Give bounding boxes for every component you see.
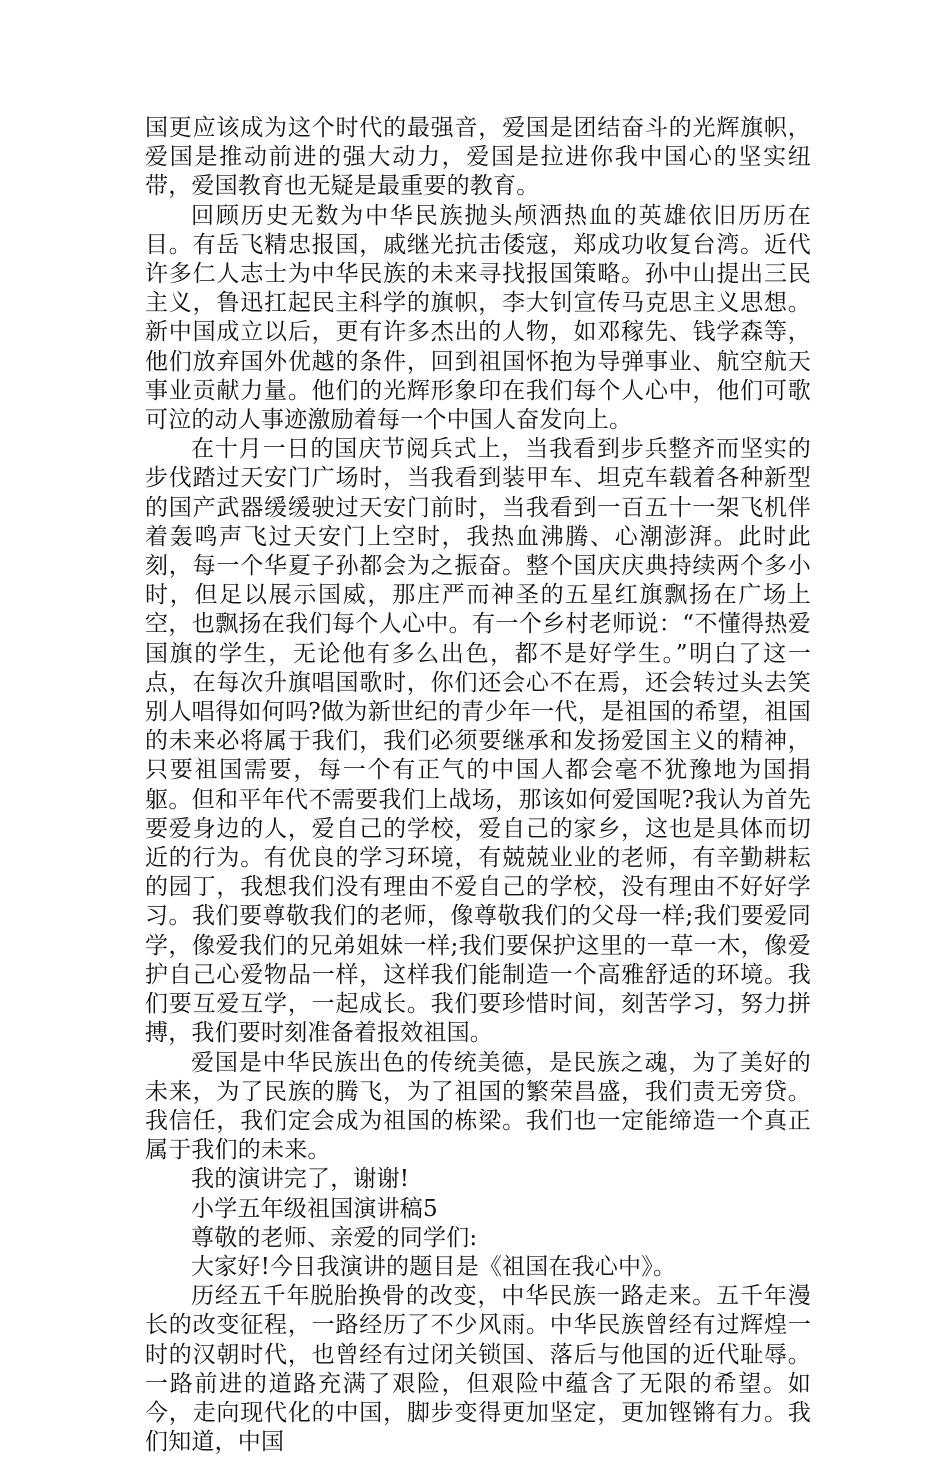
paragraph-virtue: 爱国是中华民族出色的传统美德，是民族之魂，为了美好的未来，为了民族的腾飞，为了祖国的繁荣昌盛，我们责无旁贷。我信任，我们定会成为祖国的栋梁。我们也一定能缔造一个真正属于我们的未来。 [145, 1049, 811, 1164]
greeting: 大家好!今日我演讲的题目是《祖国在我心中》。 [191, 1253, 677, 1280]
document-page [145, 114, 811, 1457]
speech-title: 小学五年级祖国演讲稿5 [191, 1195, 438, 1222]
paragraph-five-thousand-years: 历经五千年脱胎换骨的改变，中华民族一路走来。五千年漫长的改变征程，一路经历了不少风雨。中华民族曾经有过辉煌一时的汉朝时代，也曾经有过闭关锁国、落后与他国的近代耻辱。一路前进的道路充满了艰险，但艰险中蕴含了无限的希望。如今，走向现代化的中国，脚步变得更加坚定，更加铿锵有力。我们知道，中国 [145, 1283, 811, 1456]
salutation: 尊敬的老师、亲爱的同学们: [191, 1224, 478, 1251]
paragraph-national-day: 在十月一日的国庆节阅兵式上，当我看到步兵整齐而坚实的步伐踏过天安门广场时，当我看到装甲车、坦克车载着各种新型的国产武器缓缓驶过天安门前时，当我看到一百五十一架飞机伴着轰鸣声飞过天安门上空时，我热血沸腾、心潮澎湃。此时此刻，每一个华夏子孙都会为之振奋。整个国庆庆典持续两个多小时，但足以展示国威，那庄严而神圣的五星红旗飘扬在广场上空，也飘扬在我们每个人心中。有一个乡村老师说：“不懂得热爱国旗的学生，无论他有多么出色，都不是好学生。”明白了这一点，在每次升旗唱国歌时，你们还会心不在焉，还会转过头去笑别人唱得如何吗?做为新世纪的青少年一代，是祖国的希望，祖国的未来必将属于我们，我们必须要继承和发扬爱国主义的精神，只要祖国需要，每一个有正气的中国人都会毫不犹豫地为国捐躯。但和平年代不需要我们上战场，那该如何爱国呢?我认为首先要爱身边的人，爱自己的学校，爱自己的家乡，这也是具体而切近的行为。有优良的学习环境，有兢兢业业的老师，有辛勤耕耘的园丁，我想我们没有理由不爱自己的学校，没有理由不好好学习。我们要尊敬我们的老师，像尊敬我们的父母一样;我们要爱同学，像爱我们的兄弟姐妹一样;我们要保护这里的一草一木，像爱护自己心爱物品一样，这样我们能制造一个高雅舒适的环境。我们要互爱互学，一起成长。我们要珍惜时间，刻苦学习，努力拼搏，我们要时刻准备着报效祖国。 [145, 436, 811, 1047]
paragraph-closing: 我的演讲完了，谢谢! [191, 1166, 410, 1193]
paragraph-intro: 国更应该成为这个时代的最强音，爱国是团结奋斗的光辉旗帜，爱国是推动前进的强大动力，爱国是拉进你我中国心的坚实纽带，爱国教育也无疑是最重要的教育。 [145, 115, 811, 200]
paragraph-history: 回顾历史无数为中华民族抛头颅洒热血的英雄依旧历历在目。有岳飞精忠报国，戚继光抗击倭寇，郑成功收复台湾。近代许多仁人志士为中华民族的未来寻找报国策略。孙中山提出三民主义，鲁迅扛起民主科学的旗帜，李大钊宣传马克思主义思想。新中国成立以后，更有许多杰出的人物，如邓稼先、钱学森等，他们放弃国外优越的条件，回到祖国怀抱为导弹事业、航空航天事业贡献力量。他们的光辉形象印在我们每个人心中，他们可歌可泣的动人事迹激励着每一个中国人奋发向上。 [145, 202, 811, 434]
